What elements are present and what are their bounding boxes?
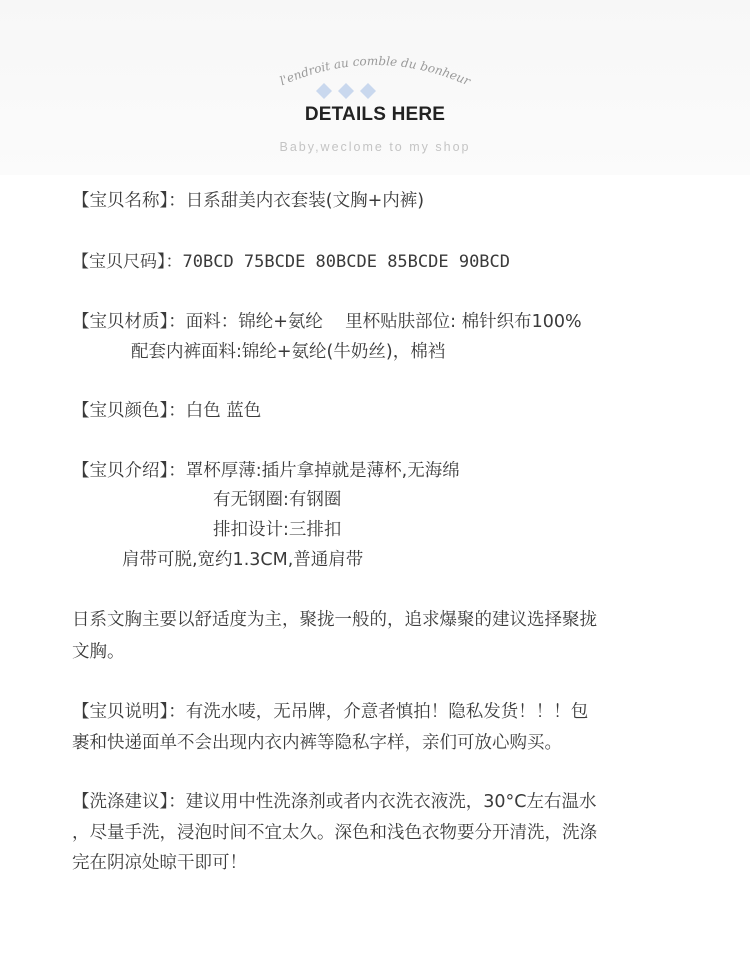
washing-advice-end: 完在阴凉处晾干即可！ xyxy=(72,853,247,873)
arc-tagline xyxy=(245,40,505,110)
product-description: 【宝贝说明】：有洗水唛，无吊牌，介意者慎拍！隐私发货！！！包 xyxy=(72,702,589,722)
product-material-sub: 配套内裤面料:锦纶+氨纶(牛奶丝)，棉裆 xyxy=(131,342,446,362)
product-color: 【宝贝颜色】：白色 蓝色 xyxy=(72,401,262,421)
product-size: 【宝贝尺码】：70BCD 75BCDE 80BCDE 85BCDE 90BCD xyxy=(72,252,511,272)
page-subtitle: Baby,weclome to my shop xyxy=(279,140,471,154)
product-name: 【宝贝名称】：日系甜美内衣套装(文胸+内裤) xyxy=(72,191,425,211)
product-intro-wire: 有无钢圈:有钢圈 xyxy=(213,490,342,510)
style-note-end: 文胸。 xyxy=(72,642,125,662)
style-note: 日系文胸主要以舒适度为主，聚拢一般的，追求爆聚的建议选择聚拢 xyxy=(72,610,597,630)
product-material: 【宝贝材质】：面料：锦纶+氨纶 里杯贴肤部位: 棉针织布100% xyxy=(72,312,582,332)
details-header xyxy=(0,0,750,175)
diamond-ornament-icon xyxy=(316,83,376,99)
product-intro-straps: 肩带可脱,宽约1.3CM,普通肩带 xyxy=(122,550,364,570)
product-intro-hooks: 排扣设计:三排扣 xyxy=(213,520,342,540)
washing-advice: 【洗涤建议】：建议用中性洗涤剂或者内衣洗衣液洗，30°C左右温水 xyxy=(72,792,597,812)
arc-tagline-text: l'endroit au comble du bonheur xyxy=(277,53,473,89)
product-description-cont: 裹和快递面单不会出现内衣内裤等隐私字样，亲们可放心购买。 xyxy=(72,733,562,753)
product-intro: 【宝贝介绍】：罩杯厚薄:插片拿掉就是薄杯,无海绵 xyxy=(72,461,460,481)
page-title: DETAILS HERE xyxy=(304,104,446,125)
washing-advice-cont: ，尽量手洗，浸泡时间不宜太久。深色和浅色衣物要分开清洗，洗涤 xyxy=(72,823,597,843)
